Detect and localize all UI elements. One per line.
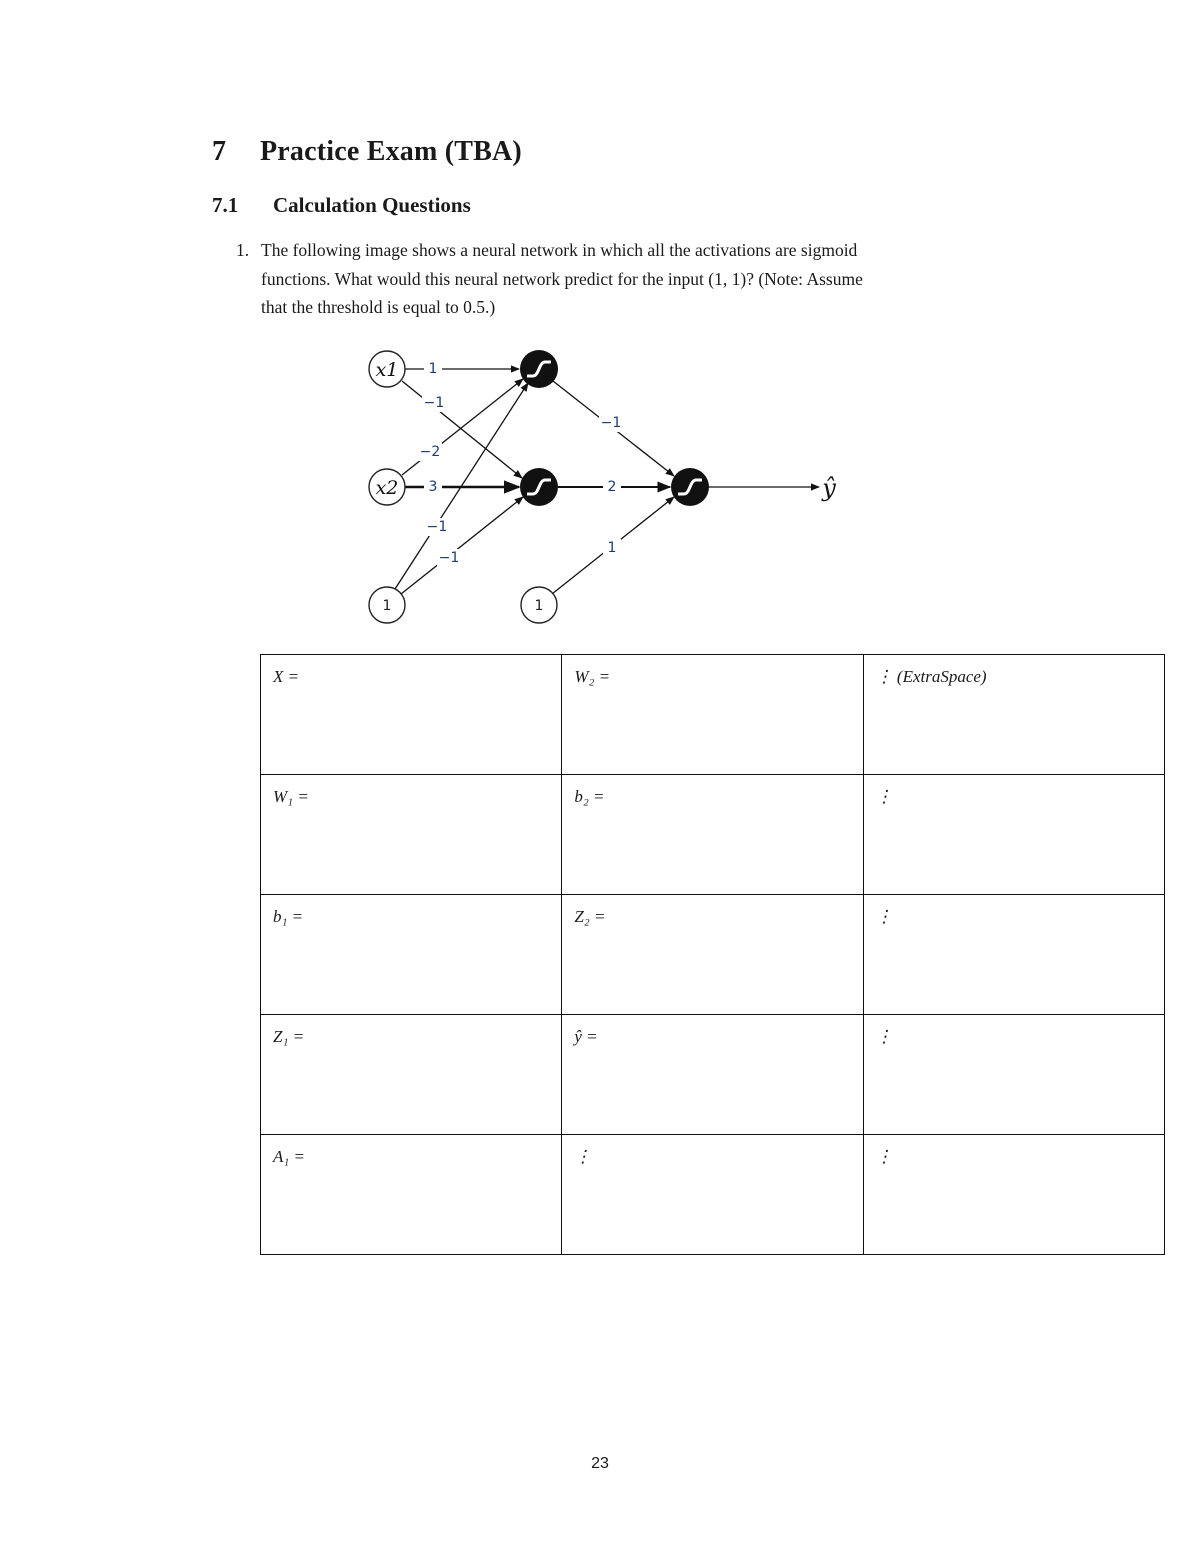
cell-continuation[interactable]: ⋮ [863,895,1164,1015]
table-row [261,895,1165,1015]
answer-table [260,654,1165,1255]
subsection-title-text: Calculation Questions [273,193,471,217]
page-number: 23 [591,1455,609,1472]
neuron-h1 [520,350,558,388]
cell-x[interactable]: X = [261,655,562,775]
weight-x1-h2: −1 [423,395,445,411]
edge-b-h2 [401,497,523,594]
neural-network-diagram [0,0,1200,640]
cell-continuation[interactable]: ⋮ [863,775,1164,895]
output-y-hat: ŷ [822,474,836,502]
cell-y-hat[interactable]: ŷ = [562,1015,863,1135]
cell-continuation[interactable]: ⋮ [562,1135,863,1255]
question-line-3: that the threshold is equal to 0.5.) [261,297,496,317]
weight-x2-h1: −2 [419,444,441,460]
neuron-output [671,468,709,506]
table-row [261,1135,1165,1255]
subsection-number: 7.1 [212,193,239,217]
weight-b-h2: −1 [438,550,460,566]
table-row [261,655,1165,775]
cell-b1[interactable]: b₁ = [261,895,562,1015]
cell-extra-space[interactable]: ⋮ (ExtraSpace) [863,655,1164,775]
weight-h2-out: 2 [607,479,617,495]
weight-b-out: 1 [607,540,617,556]
table-row [261,775,1165,895]
cell-w1[interactable]: W₁ = [261,775,562,895]
weight-b-h1: −1 [426,519,448,535]
section-number: 7 [212,136,227,167]
section-title-text: Practice Exam (TBA) [260,136,522,167]
weight-h1-out: −1 [600,415,622,431]
cell-continuation[interactable]: ⋮ [863,1015,1164,1135]
node-x2-label: x2 [375,477,399,499]
weight-x2-h2: 3 [428,479,438,495]
neuron-h2 [520,468,558,506]
edge-x1-h2 [402,381,522,478]
cell-b2[interactable]: b₂ = [562,775,863,895]
node-bias-hidden-label: 1 [534,598,544,614]
question-line-1: The following image shows a neural network in which all the activations are sigmoid [261,240,858,260]
cell-w2[interactable]: W₂ = [562,655,863,775]
question-line-2: functions. What would this neural network predict for the input (1, 1)? (Note: Assume [261,268,863,289]
cell-a1[interactable]: A₁ = [261,1135,562,1255]
table-row [261,1015,1165,1135]
node-bias-input-label: 1 [382,598,392,614]
cell-continuation[interactable]: ⋮ [863,1135,1164,1255]
node-x1-label: x1 [375,359,399,381]
cell-z2[interactable]: Z₂ = [562,895,863,1015]
cell-z1[interactable]: Z₁ = [261,1015,562,1135]
question-number: 1. [236,240,250,260]
weight-x1-h1: 1 [428,361,438,377]
